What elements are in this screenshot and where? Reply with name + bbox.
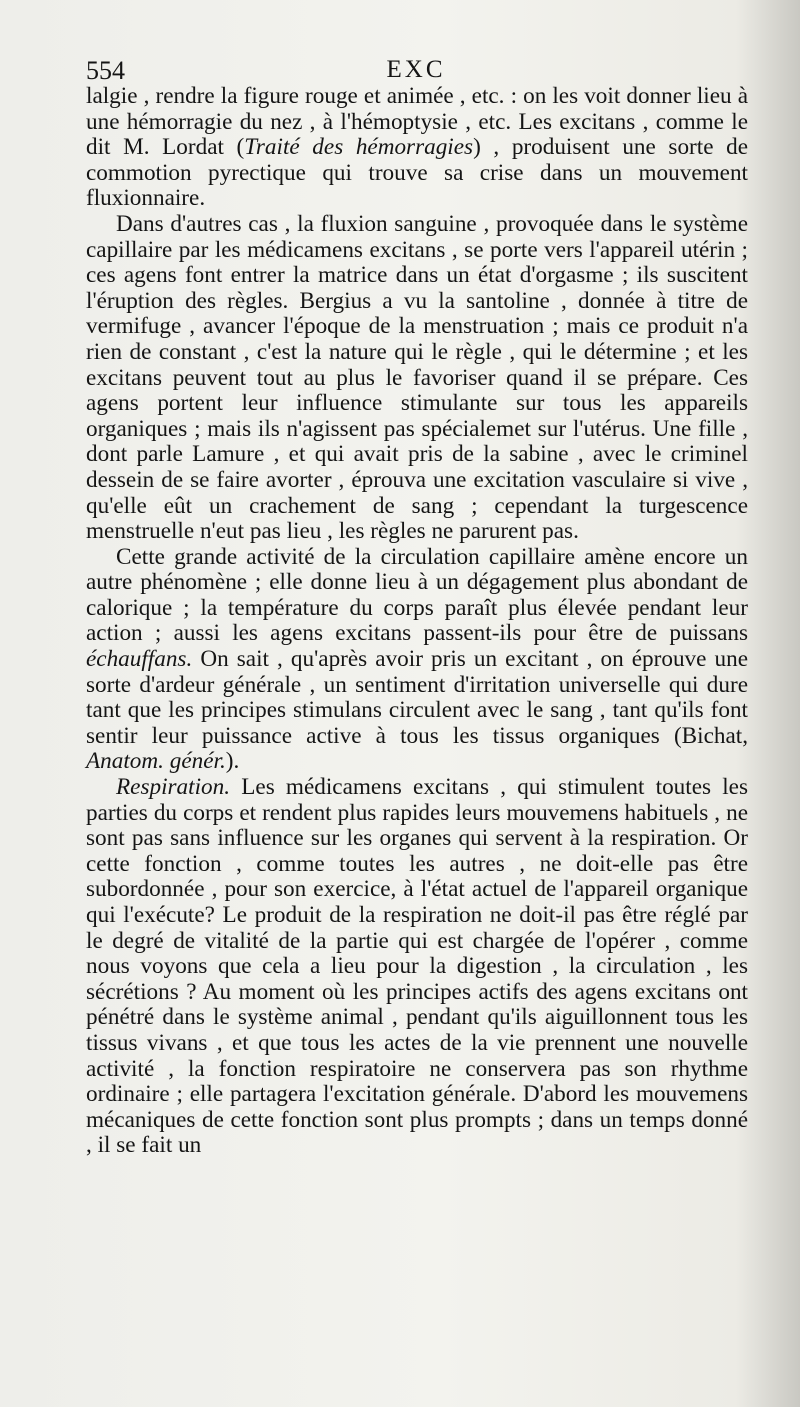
body-text [86,84,748,1159]
page-number: 554 [86,56,125,85]
paragraph [86,775,748,1159]
paragraph [86,545,748,775]
italic-text: Anatom. génér. [86,748,226,775]
running-head: EXC [386,56,446,83]
text-run: Les médicamens excitans , qui stimulent toutes les parties du corps et rendent plus rapides leurs mouvemens habituels , ne sont pas sans influence sur les organes qui servent à la respiration. Or cette fonction , comme toutes les autres , ne doit-elle pas être subordonnée , pour son exercice, à l'état actuel de l'appareil organique qui l'exécute? Le produit de la respiration ne doit-il pas être réglé par le degré de vitalité de la partie qui est chargée de l'opérer , comme nous voyons que cela a lieu pour la digestion , la circulation , les sécrétions ? Au moment où les principes actifs des agens excitans ont pénétré dans le système animal , pendant qu'ils aiguillonnent tous les tissus vivans , et que tous les actes de la vie prennent une nouvelle activité , la fonction respiratoire ne conservera pas son rhythme ordinaire ; elle partagera l'excitation générale. D'abord les mouvemens mécaniques de cette fonction sont plus prompts ; dans un temps donné , il se fait un [86,774,748,1159]
text-run: ) , produisent une sorte de commotion pyrectique qui trouve sa crise dans un mouvement fluxionnaire. [86,134,748,212]
italic-text: Respiration. [116,774,231,801]
text-run: lalgie , rendre la figure rouge et animée , etc. : on les voit donner lieu à une hémorragie du nez , à l'hémoptysie , etc. Les excitans , comme le dit M. Lordat ( [86,83,748,161]
italic-text: échauffans. [86,646,193,673]
italic-text: Traité des hémorragies [244,134,474,161]
text-run: ). [225,748,240,775]
text-run: Dans d'autres cas , la fluxion sanguine , provoquée dans le système capillaire par les médicamens excitans , se porte vers l'appareil utérin ; ces agens font entrer la matrice dans un état d'orgasme ; ils suscitent l'éruption des règles. Bergius a vu la santoline , donnée à titre de vermifuge , avancer l'époque de la menstruation ; mais ce produit n'a rien de constant , c'est la nature qui le règle , qui le détermine ; et les excitans peuvent tout au plus le favoriser quand il se prépare. Ces agens portent leur influence stimulante sur tous les appareils organiques ; mais ils n'agissent pas spécialemet sur l'utérus. Une fille , dont parle Lamure , et qui avait pris de la sabine , avec le criminel dessein de se faire avorter , éprouva une excitation vasculaire si vive , qu'elle eût un crachement de sang ; cependant la turgescence menstruelle n'eut pas lieu , les règles ne parurent pas. [86,210,748,545]
text-run: On sait , qu'après avoir pris un excitant , on éprouve une sorte d'ardeur générale , un sentiment d'irritation universelle qui dure tant que les principes stimulans circulent avec le sang , tant qu'ils font sentir leur puissance active à tous les tissus organiques (Bichat, [86,646,748,749]
paragraph [86,212,748,545]
text-run: Cette grande activité de la circulation capillaire amène encore un autre phénomène ; elle donne lieu à un dégagement plus abondant de calorique ; la température du corps paraît plus élevée pendant leur action ; aussi les agens excitans passent-ils pour être de puissans [86,543,748,647]
paragraph [86,84,748,212]
page-header [86,56,746,86]
